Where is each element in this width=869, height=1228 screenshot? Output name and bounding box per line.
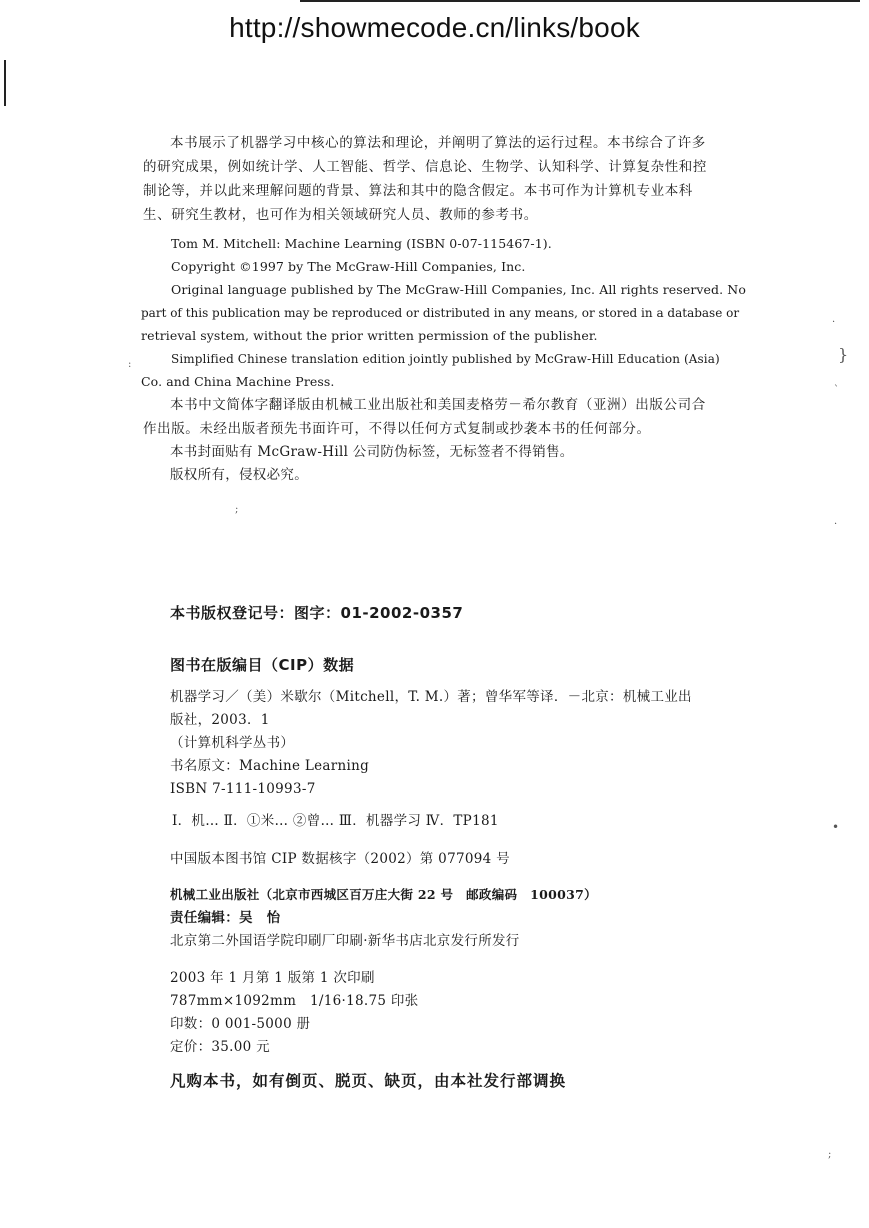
format-info: 787mm×1092mm 1/16·18.75 印张 <box>170 993 419 1009</box>
copyright-en-line: Original language published by The McGraw-Hill Companies, Inc. All rights reserved. No <box>171 282 746 297</box>
scan-speck: ; <box>828 1149 832 1160</box>
scan-speck: : <box>128 359 132 370</box>
publisher-name-address: 机械工业出版社（北京市西城区百万庄大街 22 号 邮政编码 100037） <box>170 887 597 902</box>
cip-line: 书名原文：Machine Learning <box>170 758 370 774</box>
copyright-zh-statement: 本书中文简体字翻译版由机械工业出版社和美国麦格劳－希尔教育（亚洲）出版公司合作出版。未经出版者预先书面许可，不得以任何方式复制或抄袭本书的任何部分。 <box>143 397 706 437</box>
scan-speck: • <box>832 820 840 834</box>
print-run: 印数：0 001-5000 册 <box>170 1016 311 1032</box>
scan-speck: } <box>838 345 849 364</box>
copyright-en-line: Copyright ©1997 by The McGraw-Hill Companies, Inc. <box>171 259 526 274</box>
cip-line: （计算机科学丛书） <box>170 735 295 751</box>
replacement-notice: 凡购本书，如有倒页、脱页、缺页，由本社发行部调换 <box>170 1071 567 1090</box>
book-description: 本书展示了机器学习中核心的算法和理论，并阐明了算法的运行过程。本书综合了许多的研究成果，例如统计学、人工智能、哲学、信息论、生物学、认知科学、计算复杂性和控制论等，并以此来理解问题的背景、算法和其中的隐含假定。本书可作为计算机专业本科生、研究生教材，也可作为相关领域研究人员、教师的参考书。 <box>143 135 707 223</box>
anti-counterfeit-notice: 本书封面贴有 McGraw-Hill 公司防伪标签，无标签者不得销售。 <box>170 444 574 460</box>
copyright-en-line: Tom M. Mitchell: Machine Learning (ISBN 0-07-115467-1). <box>171 236 552 251</box>
edition-info: 2003 年 1 月第 1 版第 1 次印刷 <box>170 970 375 986</box>
cip-number: 中国版本图书馆 CIP 数据核字（2002）第 077094 号 <box>170 851 510 867</box>
copyright-en-line: Simplified Chinese translation edition jointly published by McGraw-Hill Education (Asia) <box>171 352 720 366</box>
copyright-en-line: part of this publication may be reproduced or distributed in any means, or stored in a database or <box>141 306 740 320</box>
scan-speck: · <box>834 519 838 530</box>
cip-classification: Ⅰ．机… Ⅱ．①米… ②曾… Ⅲ．机器学习 Ⅳ．TP181 <box>172 813 499 829</box>
scan-margin-line <box>4 60 6 106</box>
scan-edge-line <box>300 0 860 2</box>
scan-speck: ; <box>235 504 239 515</box>
cip-line: 版社，2003．1 <box>170 712 270 728</box>
printer-distributor: 北京第二外国语学院印刷厂印刷·新华书店北京发行所发行 <box>170 933 520 949</box>
copyright-en-line: retrieval system, without the prior written permission of the publisher. <box>141 328 598 343</box>
scan-speck: ` <box>834 385 839 396</box>
price: 定价：35.00 元 <box>170 1039 270 1055</box>
cip-heading: 图书在版编目（CIP）数据 <box>170 656 355 674</box>
header-url: http://showmecode.cn/links/book <box>229 12 640 43</box>
copyright-registration-number: 本书版权登记号：图字：01-2002-0357 <box>170 604 464 622</box>
responsible-editor: 责任编辑：吴 怡 <box>170 910 281 926</box>
cip-isbn: ISBN 7-111-10993-7 <box>170 781 316 797</box>
copyright-en-line: Co. and China Machine Press. <box>141 374 335 389</box>
scan-speck: · <box>832 317 836 328</box>
rights-reserved: 版权所有，侵权必究。 <box>170 467 308 483</box>
cip-line: 机器学习／（美）米歇尔（Mitchell，T. M.）著；曾华军等译．－北京：机械工业出 <box>170 689 692 705</box>
